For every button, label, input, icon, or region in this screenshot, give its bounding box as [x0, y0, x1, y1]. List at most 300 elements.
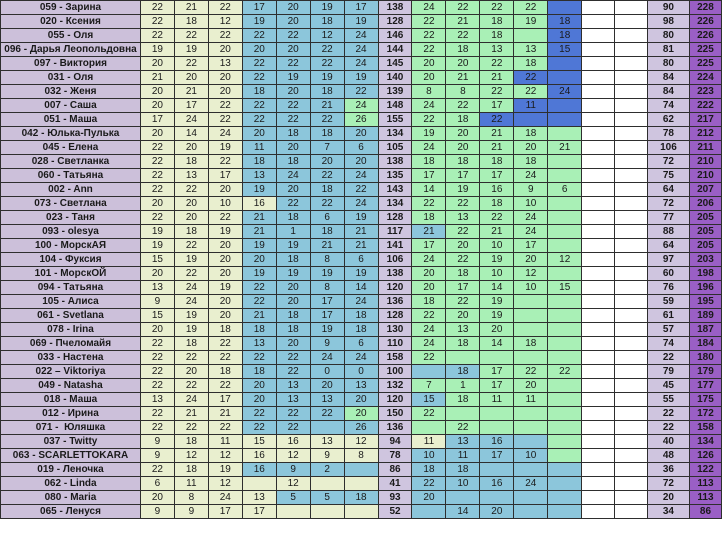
empty-cell[interactable]	[582, 477, 615, 491]
round-score-cell[interactable]: 24	[412, 1, 446, 15]
round-score-cell[interactable]: 17	[412, 239, 446, 253]
empty-cell[interactable]	[615, 337, 648, 351]
round-score-cell[interactable]: 26	[345, 113, 379, 127]
round-score-cell[interactable]: 15	[141, 253, 175, 267]
round-score-cell[interactable]: 22	[209, 1, 243, 15]
round-score-cell[interactable]: 22	[243, 29, 277, 43]
grand-total-cell[interactable]: 189	[690, 309, 722, 323]
round-score-cell[interactable]: 20	[243, 127, 277, 141]
grand-total-cell[interactable]: 184	[690, 337, 722, 351]
round-score-cell[interactable]: 11	[514, 393, 548, 407]
round-score-cell[interactable]: 20	[141, 99, 175, 113]
grand-total-cell[interactable]: 177	[690, 379, 722, 393]
empty-cell[interactable]	[582, 309, 615, 323]
round-score-cell[interactable]: 17	[480, 169, 514, 183]
round-score-cell[interactable]: 18	[311, 183, 345, 197]
subtotal-2-cell[interactable]: 22	[648, 407, 690, 421]
round-score-cell[interactable]: 20	[209, 253, 243, 267]
round-score-cell[interactable]: 19	[277, 267, 311, 281]
round-score-cell[interactable]: 22	[277, 29, 311, 43]
subtotal-2-cell[interactable]: 80	[648, 57, 690, 71]
round-score-cell[interactable]: 6	[345, 141, 379, 155]
round-score-cell[interactable]: 24	[345, 57, 379, 71]
participant-name-cell[interactable]: 097 - Виктория	[1, 57, 141, 71]
round-score-cell[interactable]	[514, 463, 548, 477]
round-score-cell[interactable]: 22	[412, 15, 446, 29]
round-score-cell[interactable]: 13	[277, 379, 311, 393]
round-score-cell[interactable]: 22	[311, 113, 345, 127]
round-score-cell[interactable]: 22	[175, 379, 209, 393]
round-score-cell[interactable]: 9	[141, 295, 175, 309]
round-score-cell[interactable]: 21	[412, 225, 446, 239]
round-score-cell[interactable]: 18	[514, 155, 548, 169]
empty-cell[interactable]	[615, 197, 648, 211]
round-score-cell[interactable]: 24	[345, 351, 379, 365]
grand-total-cell[interactable]: 224	[690, 71, 722, 85]
round-score-cell[interactable]: 21	[243, 211, 277, 225]
subtotal-1-cell[interactable]: 138	[379, 1, 413, 15]
round-score-cell[interactable]: 20	[175, 197, 209, 211]
round-score-cell[interactable]: 22	[480, 57, 514, 71]
round-score-cell[interactable]: 11	[446, 449, 480, 463]
empty-cell[interactable]	[615, 463, 648, 477]
round-score-cell[interactable]: 18	[412, 211, 446, 225]
participant-name-cell[interactable]: 062 - Linda	[1, 477, 141, 491]
round-score-cell[interactable]: 22	[209, 99, 243, 113]
round-score-cell[interactable]: 5	[311, 491, 345, 505]
round-score-cell[interactable]: 19	[277, 71, 311, 85]
round-score-cell[interactable]: 22	[446, 295, 480, 309]
round-score-cell[interactable]: 18	[480, 155, 514, 169]
round-score-cell[interactable]	[548, 57, 582, 71]
round-score-cell[interactable]: 17	[480, 365, 514, 379]
round-score-cell[interactable]: 22	[243, 57, 277, 71]
subtotal-1-cell[interactable]: 110	[379, 337, 413, 351]
round-score-cell[interactable]: 22	[175, 183, 209, 197]
round-score-cell[interactable]: 20	[345, 155, 379, 169]
round-score-cell[interactable]: 20	[209, 239, 243, 253]
round-score-cell[interactable]: 24	[345, 29, 379, 43]
grand-total-cell[interactable]: 158	[690, 421, 722, 435]
round-score-cell[interactable]: 24	[209, 491, 243, 505]
subtotal-2-cell[interactable]: 80	[648, 29, 690, 43]
round-score-cell[interactable]: 13	[446, 323, 480, 337]
grand-total-cell[interactable]: 226	[690, 29, 722, 43]
round-score-cell[interactable]: 19	[175, 309, 209, 323]
empty-cell[interactable]	[582, 71, 615, 85]
round-score-cell[interactable]: 6	[141, 477, 175, 491]
round-score-cell[interactable]	[412, 505, 446, 519]
round-score-cell[interactable]: 22	[277, 57, 311, 71]
round-score-cell[interactable]	[548, 267, 582, 281]
empty-cell[interactable]	[582, 169, 615, 183]
round-score-cell[interactable]: 20	[209, 309, 243, 323]
round-score-cell[interactable]: 20	[243, 393, 277, 407]
empty-cell[interactable]	[615, 225, 648, 239]
round-score-cell[interactable]: 13	[446, 211, 480, 225]
empty-cell[interactable]	[582, 379, 615, 393]
round-score-cell[interactable]: 22	[141, 15, 175, 29]
participant-name-cell[interactable]: 002 - Ann	[1, 183, 141, 197]
subtotal-1-cell[interactable]: 130	[379, 323, 413, 337]
round-score-cell[interactable]: 20	[277, 1, 311, 15]
round-score-cell[interactable]: 15	[141, 309, 175, 323]
round-score-cell[interactable]: 10	[514, 449, 548, 463]
round-score-cell[interactable]: 17	[311, 309, 345, 323]
round-score-cell[interactable]: 22	[548, 365, 582, 379]
round-score-cell[interactable]: 18	[277, 309, 311, 323]
round-score-cell[interactable]: 22	[412, 477, 446, 491]
empty-cell[interactable]	[582, 43, 615, 57]
round-score-cell[interactable]: 12	[175, 449, 209, 463]
round-score-cell[interactable]	[311, 505, 345, 519]
round-score-cell[interactable]: 22	[277, 99, 311, 113]
round-score-cell[interactable]: 14	[412, 183, 446, 197]
round-score-cell[interactable]: 22	[243, 71, 277, 85]
grand-total-cell[interactable]: 206	[690, 197, 722, 211]
round-score-cell[interactable]: 20	[446, 141, 480, 155]
round-score-cell[interactable]: 17	[345, 1, 379, 15]
round-score-cell[interactable]: 14	[345, 281, 379, 295]
round-score-cell[interactable]: 22	[514, 1, 548, 15]
round-score-cell[interactable]: 22	[446, 253, 480, 267]
empty-cell[interactable]	[615, 379, 648, 393]
round-score-cell[interactable]: 20	[446, 57, 480, 71]
round-score-cell[interactable]: 24	[277, 169, 311, 183]
round-score-cell[interactable]: 24	[175, 393, 209, 407]
empty-cell[interactable]	[582, 435, 615, 449]
round-score-cell[interactable]: 21	[175, 407, 209, 421]
round-score-cell[interactable]: 13	[480, 43, 514, 57]
empty-cell[interactable]	[615, 505, 648, 519]
empty-cell[interactable]	[615, 351, 648, 365]
round-score-cell[interactable]: 14	[480, 337, 514, 351]
subtotal-1-cell[interactable]: 140	[379, 71, 413, 85]
round-score-cell[interactable]	[514, 29, 548, 43]
round-score-cell[interactable]: 20	[175, 211, 209, 225]
round-score-cell[interactable]: 18	[277, 127, 311, 141]
round-score-cell[interactable]: 24	[412, 99, 446, 113]
round-score-cell[interactable]: 18	[412, 295, 446, 309]
empty-cell[interactable]	[582, 225, 615, 239]
round-score-cell[interactable]	[514, 351, 548, 365]
round-score-cell[interactable]: 22	[141, 351, 175, 365]
subtotal-1-cell[interactable]: 146	[379, 29, 413, 43]
round-score-cell[interactable]: 22	[141, 29, 175, 43]
round-score-cell[interactable]: 24	[345, 295, 379, 309]
round-score-cell[interactable]: 19	[311, 71, 345, 85]
subtotal-2-cell[interactable]: 22	[648, 351, 690, 365]
empty-cell[interactable]	[582, 211, 615, 225]
round-score-cell[interactable]: 20	[141, 491, 175, 505]
round-score-cell[interactable]: 22	[141, 183, 175, 197]
grand-total-cell[interactable]: 195	[690, 295, 722, 309]
round-score-cell[interactable]: 11	[243, 141, 277, 155]
subtotal-2-cell[interactable]: 64	[648, 239, 690, 253]
round-score-cell[interactable]	[548, 407, 582, 421]
subtotal-2-cell[interactable]: 84	[648, 85, 690, 99]
subtotal-1-cell[interactable]: 86	[379, 463, 413, 477]
subtotal-1-cell[interactable]: 120	[379, 281, 413, 295]
empty-cell[interactable]	[615, 421, 648, 435]
round-score-cell[interactable]: 17	[209, 393, 243, 407]
round-score-cell[interactable]: 20	[345, 127, 379, 141]
round-score-cell[interactable]: 18	[175, 463, 209, 477]
empty-cell[interactable]	[582, 155, 615, 169]
subtotal-1-cell[interactable]: 132	[379, 379, 413, 393]
round-score-cell[interactable]: 7	[311, 141, 345, 155]
round-score-cell[interactable]	[548, 491, 582, 505]
round-score-cell[interactable]: 22	[412, 29, 446, 43]
round-score-cell[interactable]: 21	[480, 71, 514, 85]
round-score-cell[interactable]: 16	[480, 435, 514, 449]
grand-total-cell[interactable]: 210	[690, 155, 722, 169]
round-score-cell[interactable]: 7	[412, 379, 446, 393]
empty-cell[interactable]	[582, 57, 615, 71]
grand-total-cell[interactable]: 203	[690, 253, 722, 267]
round-score-cell[interactable]: 17	[514, 239, 548, 253]
round-score-cell[interactable]: 21	[243, 225, 277, 239]
round-score-cell[interactable]: 22	[446, 29, 480, 43]
round-score-cell[interactable]	[514, 113, 548, 127]
round-score-cell[interactable]: 9	[175, 505, 209, 519]
grand-total-cell[interactable]: 210	[690, 169, 722, 183]
participant-name-cell[interactable]: 080 - Maria	[1, 491, 141, 505]
round-score-cell[interactable]	[514, 323, 548, 337]
round-score-cell[interactable]: 22	[311, 169, 345, 183]
round-score-cell[interactable]: 20	[446, 127, 480, 141]
round-score-cell[interactable]: 12	[345, 435, 379, 449]
round-score-cell[interactable]: 18	[480, 197, 514, 211]
round-score-cell[interactable]: 21	[345, 225, 379, 239]
round-score-cell[interactable]: 20	[175, 365, 209, 379]
empty-cell[interactable]	[615, 449, 648, 463]
empty-cell[interactable]	[582, 449, 615, 463]
empty-cell[interactable]	[615, 309, 648, 323]
round-score-cell[interactable]	[412, 365, 446, 379]
empty-cell[interactable]	[582, 85, 615, 99]
subtotal-1-cell[interactable]: 136	[379, 295, 413, 309]
round-score-cell[interactable]: 19	[209, 141, 243, 155]
empty-cell[interactable]	[582, 421, 615, 435]
empty-cell[interactable]	[615, 323, 648, 337]
round-score-cell[interactable]: 9	[141, 449, 175, 463]
round-score-cell[interactable]: 5	[277, 491, 311, 505]
subtotal-2-cell[interactable]: 57	[648, 323, 690, 337]
empty-cell[interactable]	[615, 365, 648, 379]
round-score-cell[interactable]: 6	[548, 183, 582, 197]
round-score-cell[interactable]: 24	[412, 337, 446, 351]
round-score-cell[interactable]: 21	[209, 407, 243, 421]
round-score-cell[interactable]	[548, 225, 582, 239]
subtotal-2-cell[interactable]: 77	[648, 211, 690, 225]
round-score-cell[interactable]: 19	[141, 43, 175, 57]
round-score-cell[interactable]: 20	[311, 379, 345, 393]
round-score-cell[interactable]: 22	[209, 29, 243, 43]
grand-total-cell[interactable]: 180	[690, 351, 722, 365]
round-score-cell[interactable]: 22	[141, 421, 175, 435]
round-score-cell[interactable]: 20	[277, 281, 311, 295]
round-score-cell[interactable]: 19	[480, 309, 514, 323]
participant-name-cell[interactable]: 023 - Таня	[1, 211, 141, 225]
subtotal-2-cell[interactable]: 60	[648, 267, 690, 281]
round-score-cell[interactable]: 20	[514, 253, 548, 267]
round-score-cell[interactable]: 22	[345, 85, 379, 99]
empty-cell[interactable]	[615, 113, 648, 127]
round-score-cell[interactable]: 22	[446, 1, 480, 15]
round-score-cell[interactable]: 22	[277, 421, 311, 435]
subtotal-1-cell[interactable]: 134	[379, 197, 413, 211]
participant-name-cell[interactable]: 069 - Пчеломайя	[1, 337, 141, 351]
round-score-cell[interactable]: 17	[480, 449, 514, 463]
empty-cell[interactable]	[582, 337, 615, 351]
participant-name-cell[interactable]: 101 - МорскОЙ	[1, 267, 141, 281]
grand-total-cell[interactable]: 226	[690, 15, 722, 29]
round-score-cell[interactable]: 22	[243, 99, 277, 113]
round-score-cell[interactable]: 17	[243, 1, 277, 15]
subtotal-1-cell[interactable]: 128	[379, 211, 413, 225]
round-score-cell[interactable]: 10	[514, 197, 548, 211]
round-score-cell[interactable]: 20	[141, 85, 175, 99]
round-score-cell[interactable]: 22	[480, 85, 514, 99]
round-score-cell[interactable]: 22	[209, 421, 243, 435]
round-score-cell[interactable]	[514, 421, 548, 435]
round-score-cell[interactable]: 22	[141, 155, 175, 169]
round-score-cell[interactable]: 20	[412, 71, 446, 85]
round-score-cell[interactable]: 22	[243, 281, 277, 295]
subtotal-1-cell[interactable]: 145	[379, 57, 413, 71]
round-score-cell[interactable]	[514, 435, 548, 449]
empty-cell[interactable]	[615, 141, 648, 155]
subtotal-2-cell[interactable]: 84	[648, 71, 690, 85]
round-score-cell[interactable]: 19	[446, 183, 480, 197]
round-score-cell[interactable]: 24	[175, 281, 209, 295]
round-score-cell[interactable]: 22	[141, 379, 175, 393]
round-score-cell[interactable]	[548, 127, 582, 141]
participant-name-cell[interactable]: 028 - Светланка	[1, 155, 141, 169]
subtotal-1-cell[interactable]: 148	[379, 99, 413, 113]
round-score-cell[interactable]: 13	[243, 491, 277, 505]
round-score-cell[interactable]: 20	[141, 267, 175, 281]
round-score-cell[interactable]: 20	[243, 253, 277, 267]
round-score-cell[interactable]: 22	[141, 463, 175, 477]
round-score-cell[interactable]: 15	[548, 43, 582, 57]
subtotal-2-cell[interactable]: 97	[648, 253, 690, 267]
grand-total-cell[interactable]: 86	[690, 505, 722, 519]
round-score-cell[interactable]: 18	[446, 463, 480, 477]
subtotal-2-cell[interactable]: 34	[648, 505, 690, 519]
round-score-cell[interactable]: 18	[548, 29, 582, 43]
round-score-cell[interactable]: 22	[311, 197, 345, 211]
round-score-cell[interactable]	[548, 505, 582, 519]
round-score-cell[interactable]: 16	[277, 435, 311, 449]
round-score-cell[interactable]: 18	[345, 309, 379, 323]
round-score-cell[interactable]	[548, 421, 582, 435]
subtotal-1-cell[interactable]: 52	[379, 505, 413, 519]
round-score-cell[interactable]: 21	[480, 127, 514, 141]
round-score-cell[interactable]	[514, 295, 548, 309]
round-score-cell[interactable]: 22	[141, 169, 175, 183]
empty-cell[interactable]	[582, 183, 615, 197]
round-score-cell[interactable]: 18	[514, 337, 548, 351]
subtotal-2-cell[interactable]: 79	[648, 365, 690, 379]
round-score-cell[interactable]: 20	[480, 323, 514, 337]
participant-name-cell[interactable]: 078 - Irina	[1, 323, 141, 337]
round-score-cell[interactable]: 18	[175, 155, 209, 169]
round-score-cell[interactable]: 16	[243, 449, 277, 463]
grand-total-cell[interactable]: 175	[690, 393, 722, 407]
subtotal-2-cell[interactable]: 88	[648, 225, 690, 239]
round-score-cell[interactable]: 13	[446, 435, 480, 449]
grand-total-cell[interactable]: 228	[690, 1, 722, 15]
round-score-cell[interactable]: 13	[277, 393, 311, 407]
round-score-cell[interactable]: 12	[209, 477, 243, 491]
grand-total-cell[interactable]: 205	[690, 225, 722, 239]
round-score-cell[interactable]: 20	[412, 57, 446, 71]
round-score-cell[interactable]: 22	[480, 211, 514, 225]
round-score-cell[interactable]: 10	[480, 267, 514, 281]
round-score-cell[interactable]: 8	[311, 281, 345, 295]
round-score-cell[interactable]: 18	[277, 253, 311, 267]
subtotal-1-cell[interactable]: 41	[379, 477, 413, 491]
round-score-cell[interactable]: 18	[277, 211, 311, 225]
subtotal-1-cell[interactable]: 134	[379, 127, 413, 141]
round-score-cell[interactable]: 19	[243, 15, 277, 29]
round-score-cell[interactable]	[548, 295, 582, 309]
empty-cell[interactable]	[582, 351, 615, 365]
round-score-cell[interactable]: 24	[345, 169, 379, 183]
round-score-cell[interactable]: 10	[209, 197, 243, 211]
round-score-cell[interactable]: 12	[209, 449, 243, 463]
grand-total-cell[interactable]: 134	[690, 435, 722, 449]
round-score-cell[interactable]: 17	[175, 99, 209, 113]
subtotal-2-cell[interactable]: 106	[648, 141, 690, 155]
round-score-cell[interactable]: 22	[412, 407, 446, 421]
round-score-cell[interactable]	[548, 71, 582, 85]
round-score-cell[interactable]: 6	[311, 211, 345, 225]
grand-total-cell[interactable]: 122	[690, 463, 722, 477]
round-score-cell[interactable]: 21	[311, 239, 345, 253]
round-score-cell[interactable]	[548, 155, 582, 169]
round-score-cell[interactable]: 12	[277, 477, 311, 491]
empty-cell[interactable]	[615, 295, 648, 309]
round-score-cell[interactable]: 22	[175, 351, 209, 365]
round-score-cell[interactable]: 22	[141, 1, 175, 15]
round-score-cell[interactable]	[548, 1, 582, 15]
subtotal-2-cell[interactable]: 40	[648, 435, 690, 449]
round-score-cell[interactable]: 22	[311, 57, 345, 71]
round-score-cell[interactable]: 6	[345, 337, 379, 351]
round-score-cell[interactable]: 18	[243, 85, 277, 99]
round-score-cell[interactable]: 16	[243, 197, 277, 211]
round-score-cell[interactable]: 24	[412, 141, 446, 155]
participant-name-cell[interactable]: 007 - Саша	[1, 99, 141, 113]
round-score-cell[interactable]: 15	[548, 281, 582, 295]
round-score-cell[interactable]: 22	[412, 43, 446, 57]
round-score-cell[interactable]: 22	[243, 113, 277, 127]
round-score-cell[interactable]: 13	[243, 169, 277, 183]
subtotal-1-cell[interactable]: 94	[379, 435, 413, 449]
round-score-cell[interactable]: 22	[209, 211, 243, 225]
round-score-cell[interactable]: 12	[311, 29, 345, 43]
round-score-cell[interactable]	[548, 435, 582, 449]
round-score-cell[interactable]: 22	[277, 197, 311, 211]
subtotal-1-cell[interactable]: 150	[379, 407, 413, 421]
round-score-cell[interactable]: 19	[345, 71, 379, 85]
round-score-cell[interactable]	[548, 211, 582, 225]
round-score-cell[interactable]: 22	[141, 337, 175, 351]
round-score-cell[interactable]: 21	[446, 71, 480, 85]
